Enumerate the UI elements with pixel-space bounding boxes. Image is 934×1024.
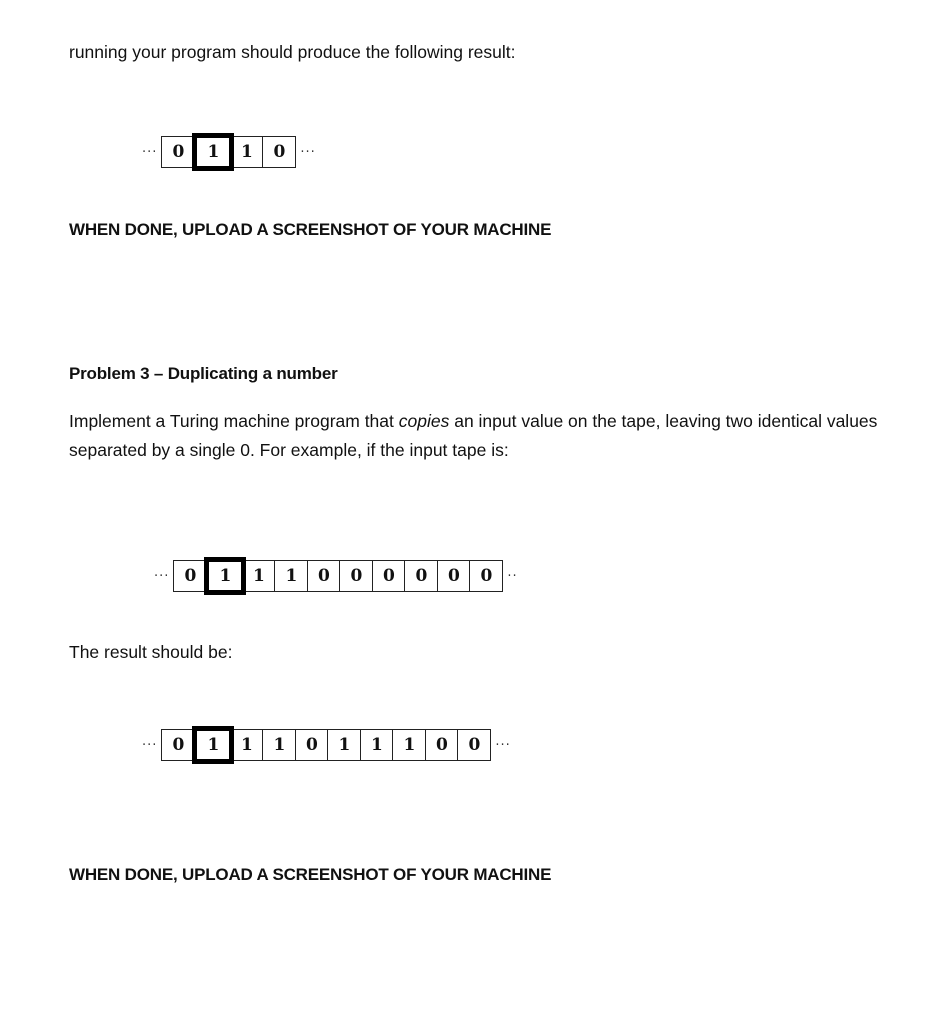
- tape-cell: 0: [404, 560, 438, 592]
- problem3-title: Problem 3 – Duplicating a number: [69, 364, 338, 383]
- tape-diagram-2: [150, 556, 522, 596]
- tape-cells: [161, 135, 296, 169]
- tape-right-ellipsis: ···: [300, 144, 316, 160]
- upload-instruction-2: WHEN DONE, UPLOAD A SCREENSHOT OF YOUR MACHINE: [69, 865, 552, 884]
- problem3-desc-part1: Implement a Turing machine program that: [69, 411, 399, 431]
- tape-left-ellipsis: ···: [142, 144, 158, 160]
- tape-cell: 0: [469, 560, 503, 592]
- tape-cell: 1: [327, 729, 361, 761]
- upload-instruction-1: WHEN DONE, UPLOAD A SCREENSHOT OF YOUR MACHINE: [69, 220, 552, 239]
- problem3-desc-part2: an input value on the tape, leaving two identical values separated by a single 0. For example, if the input tape is:: [69, 411, 878, 460]
- tape-cells: [161, 728, 491, 762]
- tape-cell-head: 1: [192, 726, 234, 764]
- tape-cell: 0: [425, 729, 459, 761]
- tape-left-ellipsis: ···: [154, 568, 170, 584]
- tape-cell: 0: [372, 560, 406, 592]
- tape-cell: 1: [360, 729, 394, 761]
- problem3-description: [69, 407, 904, 465]
- tape-cell: 0: [457, 729, 491, 761]
- tape-cell: 0: [437, 560, 471, 592]
- tape-cell: 1: [262, 729, 296, 761]
- tape-cells: [173, 559, 503, 593]
- tape-right-ellipsis: ··: [507, 568, 518, 584]
- tape-diagram-3: [138, 725, 515, 765]
- tape-cell: 0: [262, 136, 296, 168]
- tape-cell: 0: [295, 729, 329, 761]
- tape-cell: 1: [392, 729, 426, 761]
- tape-cell: 0: [173, 560, 207, 592]
- tape-cell: 0: [339, 560, 373, 592]
- intro-text: running your program should produce the following result:: [69, 42, 516, 62]
- tape-cell: 0: [307, 560, 341, 592]
- tape-cell: 1: [230, 136, 264, 168]
- tape-right-ellipsis: ···: [495, 737, 511, 753]
- tape-cell: 1: [230, 729, 264, 761]
- tape-left-ellipsis: ···: [142, 737, 158, 753]
- tape-cell-head: 1: [204, 557, 246, 595]
- tape-cell: 0: [161, 729, 195, 761]
- problem3-desc-emphasis: copies: [398, 411, 450, 431]
- tape-cell-head: 1: [192, 133, 234, 171]
- tape-diagram-1: [138, 132, 320, 172]
- tape-cell: 1: [242, 560, 276, 592]
- tape-cell: 0: [161, 136, 195, 168]
- result-label: The result should be:: [69, 642, 233, 662]
- tape-cell: 1: [274, 560, 308, 592]
